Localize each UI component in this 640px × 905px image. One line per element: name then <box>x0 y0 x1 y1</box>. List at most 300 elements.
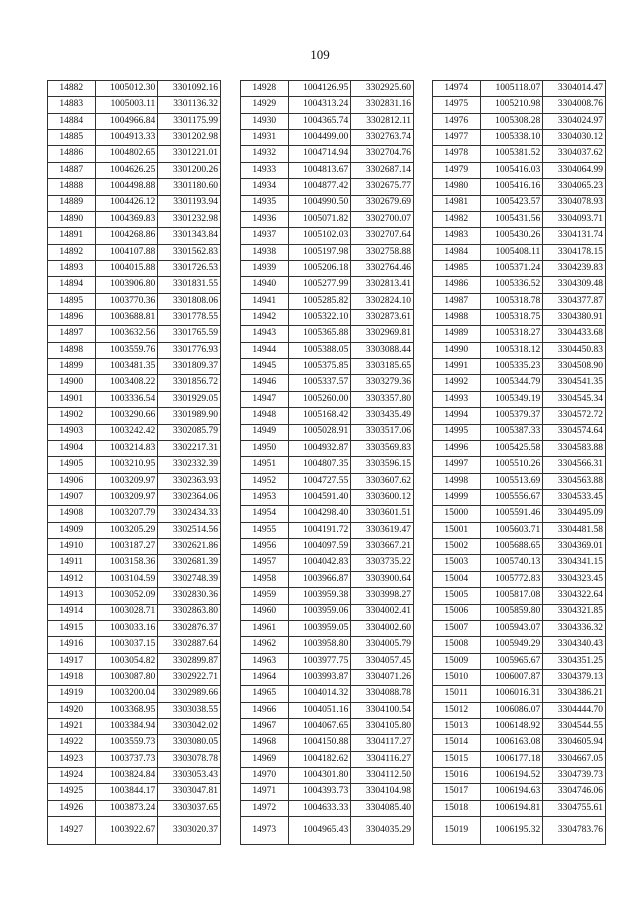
point-id-cell: 14942 <box>241 310 289 326</box>
y-coordinate-cell: 3302217.31 <box>158 440 221 456</box>
x-coordinate-cell: 1003384.94 <box>95 719 158 735</box>
y-coordinate-cell: 3301193.94 <box>158 195 221 211</box>
x-coordinate-cell: 1003737.73 <box>95 751 158 767</box>
table-row <box>48 440 221 456</box>
x-coordinate-cell: 1005308.28 <box>480 113 543 129</box>
x-coordinate-cell: 1004727.55 <box>288 473 351 489</box>
point-id-cell: 14969 <box>241 751 289 767</box>
x-coordinate-cell: 1005740.13 <box>480 555 543 571</box>
x-coordinate-cell: 1003214.83 <box>95 440 158 456</box>
y-coordinate-cell: 3302707.64 <box>351 228 414 244</box>
y-coordinate-cell: 3302085.79 <box>158 424 221 440</box>
point-id-cell: 14890 <box>48 211 96 227</box>
y-coordinate-cell: 3301202.98 <box>158 130 221 146</box>
point-id-cell: 14932 <box>241 146 289 162</box>
point-id-cell: 14882 <box>48 81 96 97</box>
table-row <box>48 146 221 162</box>
y-coordinate-cell: 3303078.78 <box>158 751 221 767</box>
table-row <box>48 244 221 260</box>
x-coordinate-cell: 1003824.84 <box>95 768 158 784</box>
point-id-cell: 14978 <box>433 146 481 162</box>
point-id-cell: 15014 <box>433 735 481 751</box>
x-coordinate-cell: 1004014.32 <box>288 686 351 702</box>
x-coordinate-cell: 1003028.71 <box>95 604 158 620</box>
x-coordinate-cell: 1003200.04 <box>95 686 158 702</box>
point-id-cell: 14886 <box>48 146 96 162</box>
table-row <box>241 784 414 800</box>
x-coordinate-cell: 1005012.30 <box>95 81 158 97</box>
y-coordinate-cell: 3302764.46 <box>351 260 414 276</box>
y-coordinate-cell: 3302687.14 <box>351 162 414 178</box>
table-row <box>241 130 414 146</box>
table-row <box>433 653 606 669</box>
table-row <box>433 81 606 97</box>
table-row <box>48 375 221 391</box>
point-id-cell: 14999 <box>433 489 481 505</box>
x-coordinate-cell: 1005318.12 <box>480 342 543 358</box>
y-coordinate-cell: 3304071.26 <box>351 669 414 685</box>
x-coordinate-cell: 1005513.69 <box>480 473 543 489</box>
table-row <box>241 817 414 845</box>
point-id-cell: 14902 <box>48 408 96 424</box>
x-coordinate-cell: 1004097.59 <box>288 539 351 555</box>
point-id-cell: 14992 <box>433 375 481 391</box>
table-row <box>48 342 221 358</box>
x-coordinate-cell: 1003037.15 <box>95 637 158 653</box>
table-row <box>433 97 606 113</box>
y-coordinate-cell: 3304064.99 <box>543 162 606 178</box>
point-id-cell: 14905 <box>48 457 96 473</box>
table-row <box>241 555 414 571</box>
x-coordinate-cell: 1005210.98 <box>480 97 543 113</box>
point-id-cell: 14892 <box>48 244 96 260</box>
page-number: 109 <box>310 47 330 62</box>
x-coordinate-cell: 1004807.35 <box>288 457 351 473</box>
table-row <box>433 457 606 473</box>
x-coordinate-cell: 1003959.38 <box>288 588 351 604</box>
table-row <box>48 817 221 845</box>
point-id-cell: 15005 <box>433 588 481 604</box>
point-id-cell: 14926 <box>48 800 96 816</box>
table-row <box>241 539 414 555</box>
y-coordinate-cell: 3304746.06 <box>543 784 606 800</box>
x-coordinate-cell: 1004498.88 <box>95 179 158 195</box>
table-row <box>48 539 221 555</box>
point-id-cell: 14927 <box>48 817 96 845</box>
point-id-cell: 14933 <box>241 162 289 178</box>
table-row <box>241 588 414 604</box>
x-coordinate-cell: 1003205.29 <box>95 522 158 538</box>
x-coordinate-cell: 1004393.73 <box>288 784 351 800</box>
point-id-cell: 14991 <box>433 359 481 375</box>
point-id-cell: 14923 <box>48 751 96 767</box>
y-coordinate-cell: 3304117.27 <box>351 735 414 751</box>
x-coordinate-cell: 1003207.79 <box>95 506 158 522</box>
y-coordinate-cell: 3302813.41 <box>351 277 414 293</box>
x-coordinate-cell: 1004126.95 <box>288 81 351 97</box>
x-coordinate-cell: 1003966.87 <box>288 571 351 587</box>
x-coordinate-cell: 1005118.07 <box>480 81 543 97</box>
y-coordinate-cell: 3303900.64 <box>351 571 414 587</box>
x-coordinate-cell: 1003052.09 <box>95 588 158 604</box>
table-row <box>433 539 606 555</box>
x-coordinate-cell: 1004042.83 <box>288 555 351 571</box>
point-id-cell: 14994 <box>433 408 481 424</box>
table-row <box>433 326 606 342</box>
y-coordinate-cell: 3304065.23 <box>543 179 606 195</box>
table-row <box>48 293 221 309</box>
x-coordinate-cell: 1004067.65 <box>288 719 351 735</box>
table-row <box>48 489 221 505</box>
point-id-cell: 15008 <box>433 637 481 653</box>
x-coordinate-cell: 1004714.94 <box>288 146 351 162</box>
point-id-cell: 14966 <box>241 702 289 718</box>
point-id-cell: 14912 <box>48 571 96 587</box>
coordinate-table-3 <box>432 80 606 845</box>
y-coordinate-cell: 3304450.83 <box>543 342 606 358</box>
y-coordinate-cell: 3304739.73 <box>543 768 606 784</box>
table-row <box>433 293 606 309</box>
point-id-cell: 14889 <box>48 195 96 211</box>
x-coordinate-cell: 1005591.46 <box>480 506 543 522</box>
y-coordinate-cell: 3301808.06 <box>158 293 221 309</box>
table-row <box>241 751 414 767</box>
x-coordinate-cell: 1005338.10 <box>480 130 543 146</box>
table-row <box>433 702 606 718</box>
y-coordinate-cell: 3304057.45 <box>351 653 414 669</box>
table-row <box>241 342 414 358</box>
y-coordinate-cell: 3303042.02 <box>158 719 221 735</box>
table-row <box>48 620 221 636</box>
point-id-cell: 14935 <box>241 195 289 211</box>
x-coordinate-cell: 1005772.83 <box>480 571 543 587</box>
y-coordinate-cell: 3304563.88 <box>543 473 606 489</box>
point-id-cell: 14908 <box>48 506 96 522</box>
x-coordinate-cell: 1003958.80 <box>288 637 351 653</box>
x-coordinate-cell: 1004369.83 <box>95 211 158 227</box>
table-row <box>433 620 606 636</box>
x-coordinate-cell: 1006194.63 <box>480 784 543 800</box>
point-id-cell: 14955 <box>241 522 289 538</box>
x-coordinate-cell: 1004298.40 <box>288 506 351 522</box>
x-coordinate-cell: 1004365.74 <box>288 113 351 129</box>
table-row <box>433 130 606 146</box>
y-coordinate-cell: 3302675.77 <box>351 179 414 195</box>
x-coordinate-cell: 1004990.50 <box>288 195 351 211</box>
table-row <box>433 489 606 505</box>
x-coordinate-cell: 1004966.84 <box>95 113 158 129</box>
table-row <box>48 751 221 767</box>
point-id-cell: 14972 <box>241 800 289 816</box>
y-coordinate-cell: 3302925.60 <box>351 81 414 97</box>
point-id-cell: 14904 <box>48 440 96 456</box>
x-coordinate-cell: 1006163.08 <box>480 735 543 751</box>
table-row <box>241 260 414 276</box>
point-id-cell: 14949 <box>241 424 289 440</box>
y-coordinate-cell: 3302514.56 <box>158 522 221 538</box>
point-id-cell: 14974 <box>433 81 481 97</box>
x-coordinate-cell: 1006194.81 <box>480 800 543 816</box>
table-row <box>433 735 606 751</box>
y-coordinate-cell: 3304667.05 <box>543 751 606 767</box>
x-coordinate-cell: 1004191.72 <box>288 522 351 538</box>
table-row <box>48 113 221 129</box>
x-coordinate-cell: 1005365.88 <box>288 326 351 342</box>
table-row <box>241 506 414 522</box>
table-row <box>48 669 221 685</box>
point-id-cell: 14953 <box>241 489 289 505</box>
point-id-cell: 15001 <box>433 522 481 538</box>
x-coordinate-cell: 1005423.57 <box>480 195 543 211</box>
table-row <box>433 228 606 244</box>
x-coordinate-cell: 1005285.82 <box>288 293 351 309</box>
point-id-cell: 14997 <box>433 457 481 473</box>
point-id-cell: 15016 <box>433 768 481 784</box>
point-id-cell: 14930 <box>241 113 289 129</box>
point-id-cell: 15019 <box>433 817 481 845</box>
y-coordinate-cell: 3302812.11 <box>351 113 414 129</box>
table-row <box>433 113 606 129</box>
x-coordinate-cell: 1003844.17 <box>95 784 158 800</box>
point-id-cell: 14929 <box>241 97 289 113</box>
table-row <box>48 768 221 784</box>
point-id-cell: 14983 <box>433 228 481 244</box>
point-id-cell: 14959 <box>241 588 289 604</box>
table-row <box>241 391 414 407</box>
table-row <box>433 244 606 260</box>
y-coordinate-cell: 3302873.61 <box>351 310 414 326</box>
x-coordinate-cell: 1003993.87 <box>288 669 351 685</box>
table-row <box>48 179 221 195</box>
y-coordinate-cell: 3303569.83 <box>351 440 414 456</box>
y-coordinate-cell: 3304178.15 <box>543 244 606 260</box>
point-id-cell: 14943 <box>241 326 289 342</box>
x-coordinate-cell: 1003210.95 <box>95 457 158 473</box>
point-id-cell: 14896 <box>48 310 96 326</box>
x-coordinate-cell: 1005102.03 <box>288 228 351 244</box>
x-coordinate-cell: 1005603.71 <box>480 522 543 538</box>
table-row <box>241 162 414 178</box>
point-id-cell: 15000 <box>433 506 481 522</box>
table-row <box>48 637 221 653</box>
y-coordinate-cell: 3301809.37 <box>158 359 221 375</box>
y-coordinate-cell: 3304481.58 <box>543 522 606 538</box>
point-id-cell: 14918 <box>48 669 96 685</box>
x-coordinate-cell: 1005817.08 <box>480 588 543 604</box>
table-row <box>241 244 414 260</box>
table-row <box>48 735 221 751</box>
point-id-cell: 14965 <box>241 686 289 702</box>
x-coordinate-cell: 1004301.80 <box>288 768 351 784</box>
y-coordinate-cell: 3304351.25 <box>543 653 606 669</box>
table-row <box>433 424 606 440</box>
y-coordinate-cell: 3301175.99 <box>158 113 221 129</box>
y-coordinate-cell: 3302332.39 <box>158 457 221 473</box>
x-coordinate-cell: 1006148.92 <box>480 719 543 735</box>
x-coordinate-cell: 1005949.29 <box>480 637 543 653</box>
point-id-cell: 14911 <box>48 555 96 571</box>
y-coordinate-cell: 3301765.59 <box>158 326 221 342</box>
y-coordinate-cell: 3303080.05 <box>158 735 221 751</box>
table-row <box>433 260 606 276</box>
x-coordinate-cell: 1003977.75 <box>288 653 351 669</box>
table-row <box>48 571 221 587</box>
point-id-cell: 14957 <box>241 555 289 571</box>
x-coordinate-cell: 1003104.59 <box>95 571 158 587</box>
point-id-cell: 14976 <box>433 113 481 129</box>
y-coordinate-cell: 3304112.50 <box>351 768 414 784</box>
x-coordinate-cell: 1004877.42 <box>288 179 351 195</box>
point-id-cell: 14891 <box>48 228 96 244</box>
point-id-cell: 14963 <box>241 653 289 669</box>
x-coordinate-cell: 1003559.73 <box>95 735 158 751</box>
point-id-cell: 14883 <box>48 97 96 113</box>
point-id-cell: 14897 <box>48 326 96 342</box>
point-id-cell: 14893 <box>48 260 96 276</box>
y-coordinate-cell: 3303596.15 <box>351 457 414 473</box>
table-row <box>433 784 606 800</box>
table-row <box>241 277 414 293</box>
table-row <box>241 522 414 538</box>
table-row <box>433 473 606 489</box>
y-coordinate-cell: 3302922.71 <box>158 669 221 685</box>
x-coordinate-cell: 1005416.03 <box>480 162 543 178</box>
table-row <box>48 97 221 113</box>
y-coordinate-cell: 3301562.83 <box>158 244 221 260</box>
point-id-cell: 14941 <box>241 293 289 309</box>
y-coordinate-cell: 3304088.78 <box>351 686 414 702</box>
table-row <box>433 522 606 538</box>
y-coordinate-cell: 3302758.88 <box>351 244 414 260</box>
x-coordinate-cell: 1005336.52 <box>480 277 543 293</box>
point-id-cell: 14894 <box>48 277 96 293</box>
y-coordinate-cell: 3304380.91 <box>543 310 606 326</box>
y-coordinate-cell: 3304093.71 <box>543 211 606 227</box>
point-id-cell: 14920 <box>48 702 96 718</box>
table-row <box>48 162 221 178</box>
table-row <box>433 719 606 735</box>
table-row <box>48 211 221 227</box>
x-coordinate-cell: 1005071.82 <box>288 211 351 227</box>
table-row <box>433 391 606 407</box>
x-coordinate-cell: 1005431.56 <box>480 211 543 227</box>
point-id-cell: 15009 <box>433 653 481 669</box>
y-coordinate-cell: 3304322.64 <box>543 588 606 604</box>
table-row <box>241 768 414 784</box>
point-id-cell: 14944 <box>241 342 289 358</box>
table-row <box>241 702 414 718</box>
table-row <box>48 195 221 211</box>
y-coordinate-cell: 3301343.84 <box>158 228 221 244</box>
table-row <box>433 768 606 784</box>
point-id-cell: 14988 <box>433 310 481 326</box>
table-row <box>241 719 414 735</box>
x-coordinate-cell: 1003770.36 <box>95 293 158 309</box>
point-id-cell: 14921 <box>48 719 96 735</box>
y-coordinate-cell: 3304085.40 <box>351 800 414 816</box>
point-id-cell: 15018 <box>433 800 481 816</box>
table-row <box>48 326 221 342</box>
table-row <box>433 588 606 604</box>
point-id-cell: 14973 <box>241 817 289 845</box>
x-coordinate-cell: 1005379.37 <box>480 408 543 424</box>
point-id-cell: 14996 <box>433 440 481 456</box>
table-row <box>241 686 414 702</box>
x-coordinate-cell: 1005028.91 <box>288 424 351 440</box>
point-id-cell: 14947 <box>241 391 289 407</box>
y-coordinate-cell: 3302887.64 <box>158 637 221 653</box>
point-id-cell: 14998 <box>433 473 481 489</box>
x-coordinate-cell: 1003187.27 <box>95 539 158 555</box>
table-row <box>48 81 221 97</box>
x-coordinate-cell: 1005318.75 <box>480 310 543 326</box>
y-coordinate-cell: 3304574.64 <box>543 424 606 440</box>
y-coordinate-cell: 3304605.94 <box>543 735 606 751</box>
x-coordinate-cell: 1005387.33 <box>480 424 543 440</box>
table-row <box>48 260 221 276</box>
x-coordinate-cell: 1006016.31 <box>480 686 543 702</box>
y-coordinate-cell: 3302969.81 <box>351 326 414 342</box>
point-id-cell: 14945 <box>241 359 289 375</box>
y-coordinate-cell: 3303435.49 <box>351 408 414 424</box>
y-coordinate-cell: 3303517.06 <box>351 424 414 440</box>
table-row <box>433 555 606 571</box>
table-row <box>48 130 221 146</box>
y-coordinate-cell: 3302621.86 <box>158 539 221 555</box>
point-id-cell: 14956 <box>241 539 289 555</box>
y-coordinate-cell: 3304583.88 <box>543 440 606 456</box>
point-id-cell: 14968 <box>241 735 289 751</box>
table-row <box>433 669 606 685</box>
point-id-cell: 14962 <box>241 637 289 653</box>
point-id-cell: 14909 <box>48 522 96 538</box>
y-coordinate-cell: 3304002.41 <box>351 604 414 620</box>
x-coordinate-cell: 1005349.19 <box>480 391 543 407</box>
point-id-cell: 14906 <box>48 473 96 489</box>
x-coordinate-cell: 1004633.33 <box>288 800 351 816</box>
y-coordinate-cell: 3301726.53 <box>158 260 221 276</box>
table-row <box>48 424 221 440</box>
y-coordinate-cell: 3304495.09 <box>543 506 606 522</box>
y-coordinate-cell: 3301929.05 <box>158 391 221 407</box>
x-coordinate-cell: 1006195.32 <box>480 817 543 845</box>
table-row <box>241 195 414 211</box>
x-coordinate-cell: 1005425.58 <box>480 440 543 456</box>
point-id-cell: 14931 <box>241 130 289 146</box>
table-row <box>241 735 414 751</box>
y-coordinate-cell: 3301831.55 <box>158 277 221 293</box>
y-coordinate-cell: 3304078.93 <box>543 195 606 211</box>
table-row <box>48 588 221 604</box>
x-coordinate-cell: 1003959.06 <box>288 604 351 620</box>
table-row <box>48 457 221 473</box>
x-coordinate-cell: 1003906.80 <box>95 277 158 293</box>
table-row <box>241 424 414 440</box>
y-coordinate-cell: 3303053.43 <box>158 768 221 784</box>
x-coordinate-cell: 1003209.97 <box>95 489 158 505</box>
point-id-cell: 15012 <box>433 702 481 718</box>
point-id-cell: 14970 <box>241 768 289 784</box>
y-coordinate-cell: 3304035.29 <box>351 817 414 845</box>
table-row <box>433 686 606 702</box>
table-row <box>241 228 414 244</box>
point-id-cell: 14928 <box>241 81 289 97</box>
table-row <box>433 440 606 456</box>
table-row <box>433 506 606 522</box>
y-coordinate-cell: 3304783.76 <box>543 817 606 845</box>
table-row <box>433 800 606 816</box>
x-coordinate-cell: 1003054.82 <box>95 653 158 669</box>
